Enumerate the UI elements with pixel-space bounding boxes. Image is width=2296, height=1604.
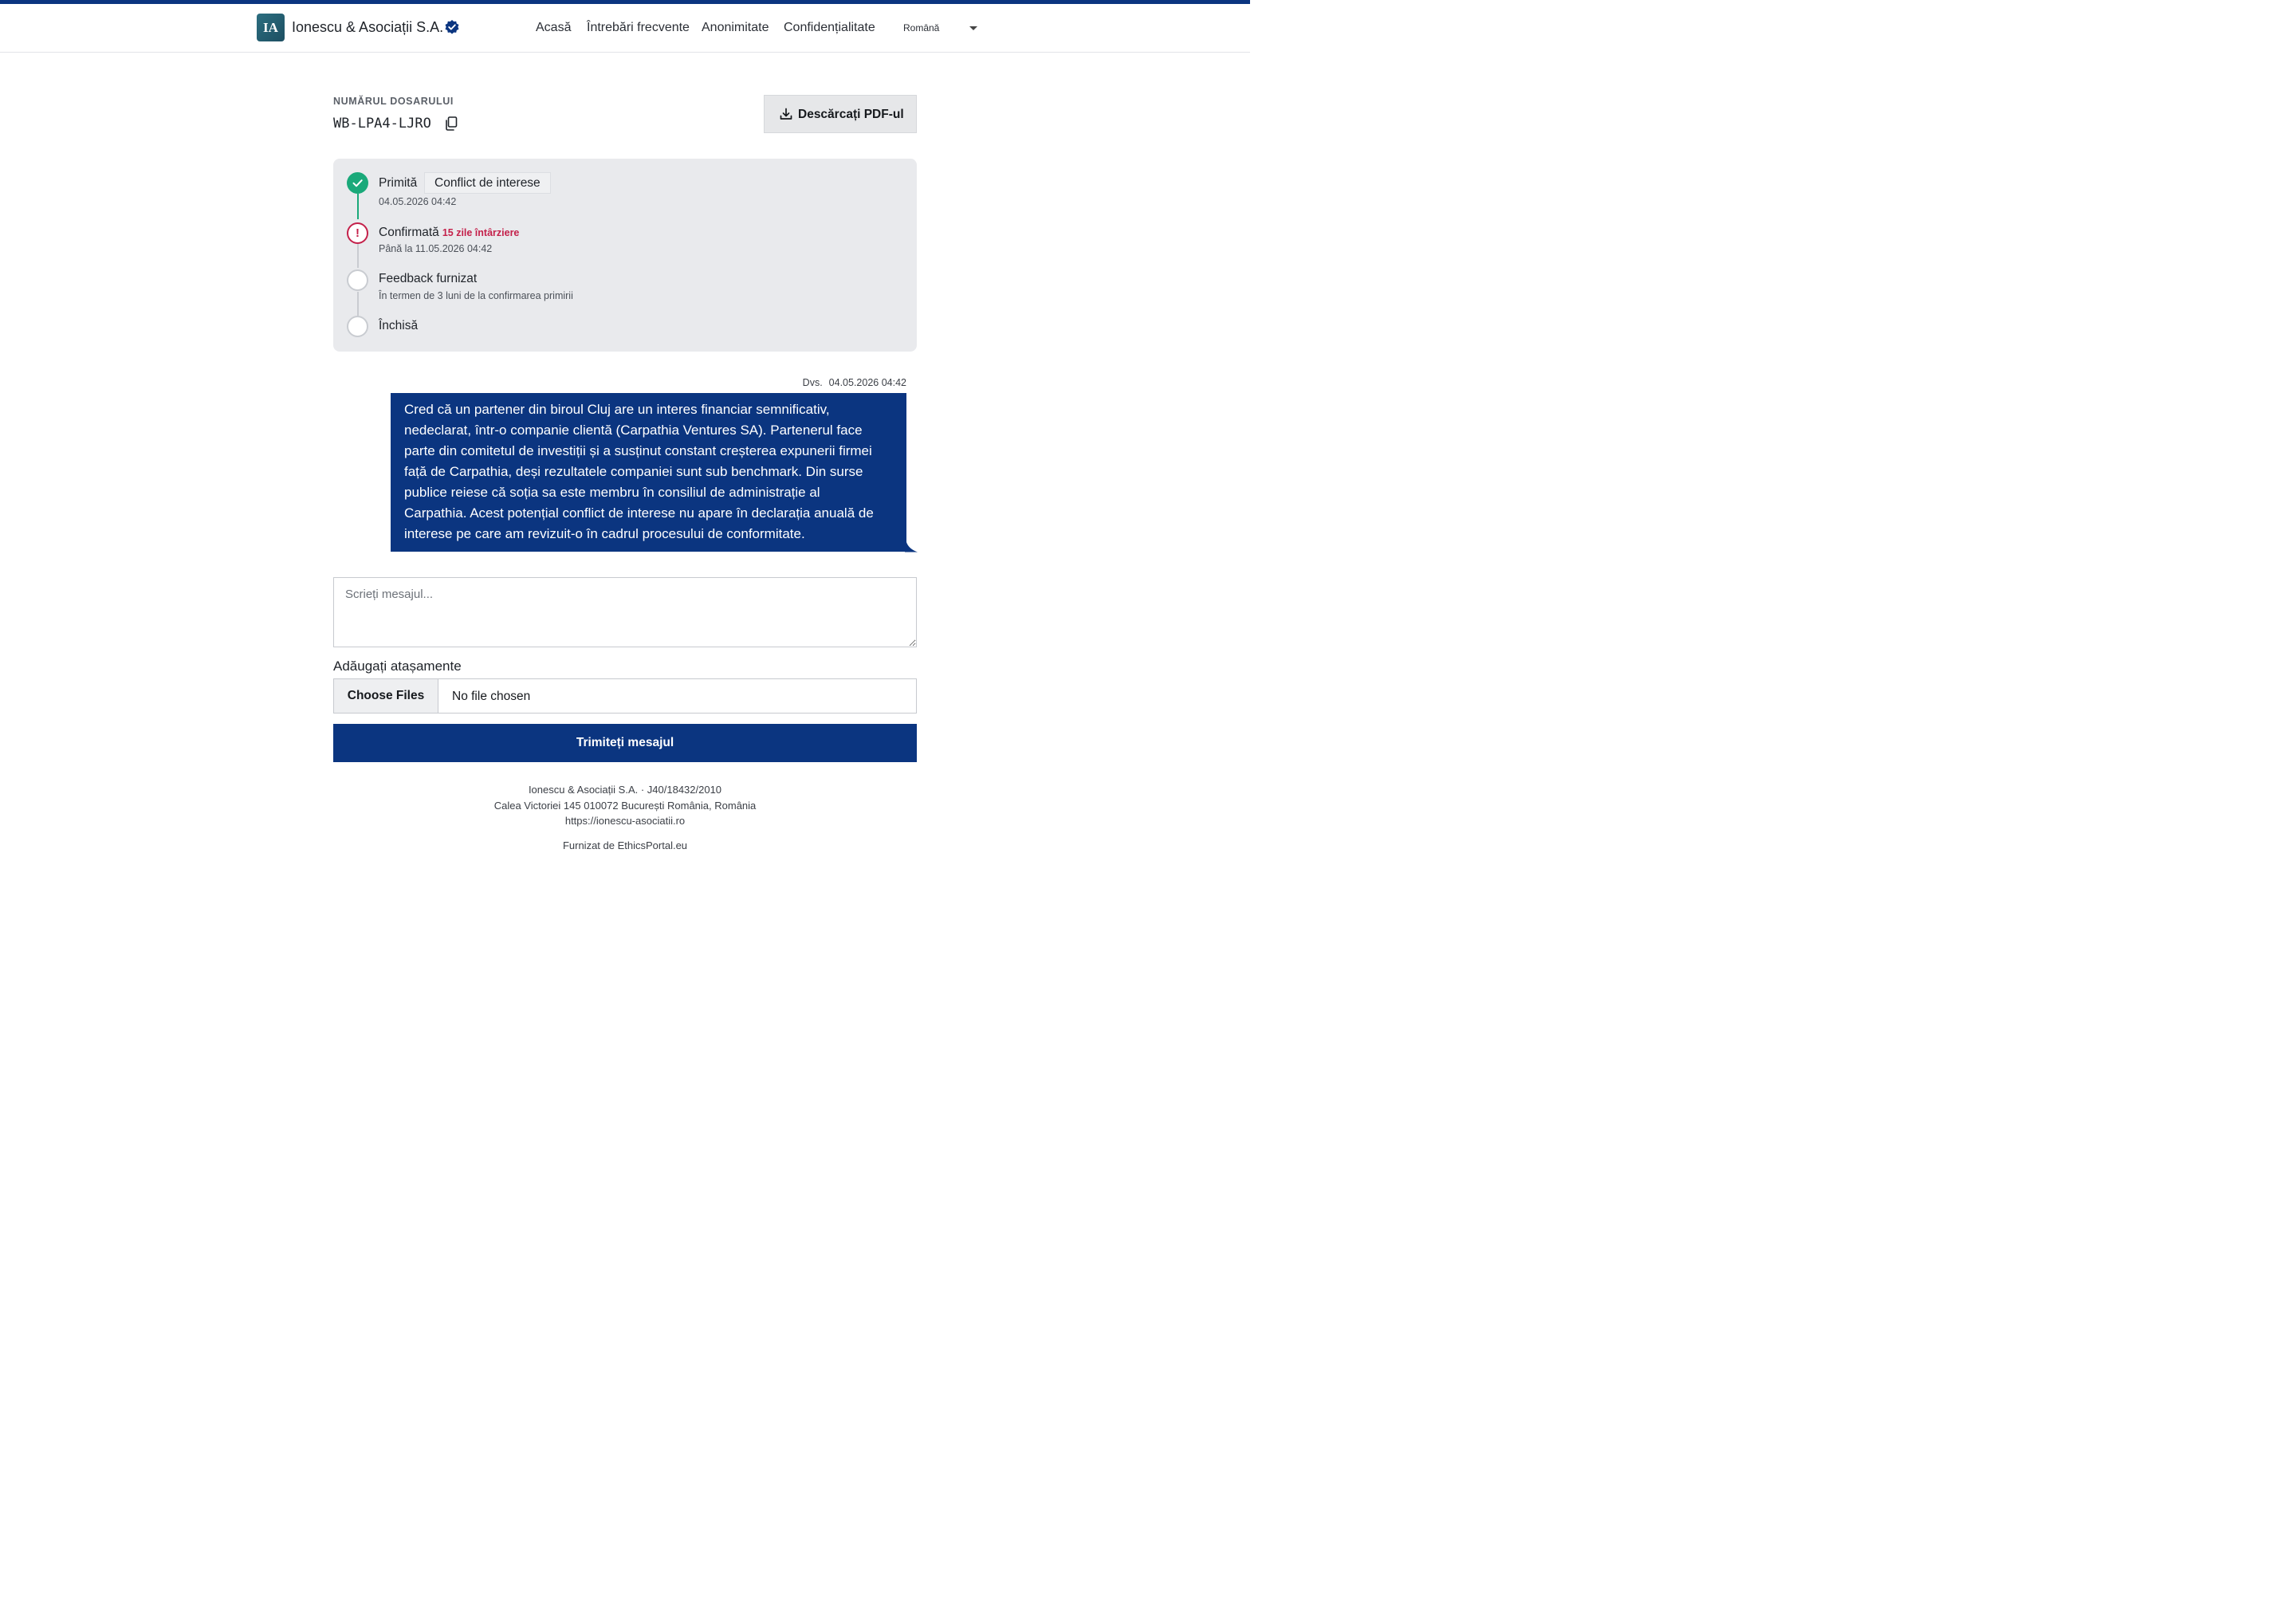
step-feedback-node [347, 269, 368, 291]
case-status-timeline [333, 159, 917, 352]
language-select[interactable] [894, 15, 981, 41]
message-line: nedeclarat, într-o companie clientă (Carpathia Ventures SA). Partenerul face [404, 423, 863, 438]
language-select-value: Română [903, 22, 940, 33]
message-line: parte din comitetul de investiții și a susținut constant creșterea expunerii firmei [404, 443, 872, 458]
case-number: WB-LPA4-LJRO [333, 116, 431, 132]
step-received-node [347, 172, 368, 194]
step-confirmed-deadline: Până la 11.05.2026 04:42 [379, 243, 493, 254]
download-pdf-button[interactable] [764, 95, 917, 133]
copy-icon[interactable] [445, 116, 458, 131]
message-author: Dvs. [802, 377, 823, 388]
message-line: interese pe care am revizuit-o în cadrul procesului de conformitate. [404, 526, 805, 541]
attachments-label: Adăugați atașamente [333, 659, 462, 674]
message-bubble-tail [905, 542, 918, 552]
footer-provider[interactable]: Furnizat de EthicsPortal.eu [562, 839, 688, 851]
step-confirmed-node [347, 222, 368, 244]
step-received-date: 04.05.2026 04:42 [379, 196, 457, 207]
file-status-text: No file chosen [452, 690, 531, 703]
timeline-connector [357, 194, 359, 219]
chevron-down-icon [969, 26, 977, 30]
step-confirmed-title [379, 226, 519, 240]
case-number-label: NUMĂRUL DOSARULUI [333, 96, 454, 107]
message-meta [702, 377, 906, 388]
message-line: față de Carpathia, deși rezultatele companiei sunt sub benchmark. Din surse [404, 464, 863, 479]
message-line: Carpathia. Acest potențial conflict de interese nu apare în declarația anuală de [404, 505, 874, 521]
nav-home[interactable]: Acasă [536, 21, 572, 34]
choose-files-button[interactable]: Choose Files [334, 679, 438, 713]
site-header [0, 4, 1250, 53]
company-name[interactable]: Ionescu & Asociații S.A. [292, 19, 444, 35]
step-received-title: Primită [379, 176, 418, 190]
attachments-file-input[interactable] [333, 678, 917, 714]
step-feedback-note: În termen de 3 luni de la confirmarea primirii [379, 290, 573, 301]
footer-company-registration: Ionescu & Asociații S.A. · J40/18432/2010 [528, 784, 722, 796]
step-feedback-title: Feedback furnizat [379, 272, 478, 285]
message-input[interactable] [333, 577, 917, 647]
send-message-button[interactable]: Trimiteți mesajul [333, 724, 917, 762]
message-line: publice reiese că soția sa este membru în consiliul de administrație al [404, 485, 820, 500]
company-logo[interactable]: IA [257, 14, 285, 41]
category-tag: Conflict de interese [424, 172, 551, 194]
message-line: Cred că un partener din biroul Cluj are un interes financiar semnificativ, [404, 402, 830, 417]
footer-address: Calea Victoriei 145 010072 București România, România [493, 800, 757, 812]
download-pdf-label: Descărcați PDF-ul [798, 108, 904, 121]
check-icon [347, 172, 368, 194]
nav-faq[interactable]: Întrebări frecvente [587, 21, 690, 34]
overdue-badge: 15 zile întârziere [442, 227, 520, 238]
timeline-connector [357, 244, 359, 268]
timeline-connector [357, 292, 359, 316]
download-icon [780, 108, 792, 120]
step-closed-title: Închisă [379, 319, 419, 332]
nav-anonymity[interactable]: Anonimitate [702, 21, 769, 34]
nav-privacy[interactable]: Confidențialitate [784, 21, 875, 34]
message-timestamp: 04.05.2026 04:42 [828, 377, 906, 388]
step-confirmed-label: Confirmată [379, 226, 439, 239]
step-closed-node [347, 316, 368, 337]
message-bubble [391, 393, 906, 552]
exclamation-icon: ! [356, 226, 360, 240]
verified-badge-icon [444, 19, 460, 35]
footer-website-link[interactable]: https://ionescu-asociatii.ro [564, 815, 686, 827]
